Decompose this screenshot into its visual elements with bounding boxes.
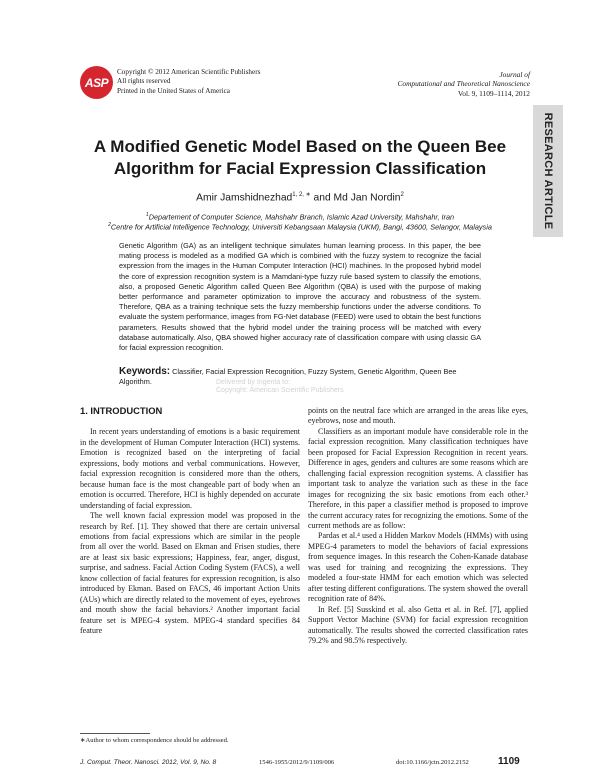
body-paragraph: Classifiers as an important module have considerable role in the facial expression recognition. Many classification techniques have been proposed for Facial Expression Recognition in recent years. Difference in ages, genders and cultures are some reasons which are challenging facial expression recognition systems. A classifier has important task to analyze the variation such as these in the face images for recognizing the six basic emotions from each other.³ Therefore, in this paper a classifier method is proposed to improve the current accuracy rates for recognizing the emotions. Some of the current methods are as follow: xyxy=(308,426,528,530)
journal-volume: Vol. 9, 1109–1114, 2012 xyxy=(457,88,530,98)
body-paragraph: In Ref. [5] Susskind et al. also Getta et al. in Ref. [7], applied Support Vector Machine (SVM) for facial expression recognition automatically. The results showed the corrected classification rates 79.2% and 98.5% respectively. xyxy=(308,604,528,645)
copyright-block xyxy=(117,68,260,96)
watermark-line: Copyright: American Scientific Publishers xyxy=(216,387,344,394)
body-paragraph: Pardas et al.⁴ used a Hidden Markov Models (HMMs) with using MPEG-4 parameters to model the behaviors of facial expressions from sequence images. In this research the Cohen-Kanade database was used for training and recognizing the expressions. They modeled a four-state HMM for each emotion which was selected after testing different configurations. The system showed the overall recognition rate of 84%. xyxy=(308,531,528,604)
section-heading: 1. INTRODUCTION xyxy=(80,405,163,416)
title-line: Algorithm for Facial Expression Classification xyxy=(113,159,487,178)
research-article-tab xyxy=(533,105,563,237)
footer-issn: 1546-1955/2012/9/1109/006 xyxy=(259,759,335,766)
right-column xyxy=(308,406,528,646)
authors xyxy=(80,191,520,203)
logo-text: ASP xyxy=(84,75,109,90)
watermark xyxy=(216,379,344,395)
affiliation-text: Centre for Artificial Intelligence Technology, Universiti Kebangsaan Malaysia (UKM), Bangi, 43600, Selangor, Malaysia xyxy=(110,222,492,232)
left-column xyxy=(80,406,300,637)
side-tab-label: RESEARCH ARTICLE xyxy=(542,112,554,230)
affil-sup: 1 xyxy=(145,212,149,218)
page-number: 1109 xyxy=(498,756,520,767)
footer-doi: doi:10.1166/jctn.2012.2152 xyxy=(396,759,469,766)
watermark-line: Delivered by Ingenta to: xyxy=(216,379,290,386)
keywords-label: Keywords: xyxy=(119,366,171,377)
affiliation-2 xyxy=(80,221,520,232)
footnote: ∗Author to whom correspondence should be addressed. xyxy=(80,737,229,744)
publisher-logo xyxy=(80,66,113,99)
author-1-sup: 1, 2, ∗ xyxy=(292,192,311,198)
journal-line: Journal of xyxy=(499,70,530,79)
keywords-list: Classifier, Facial Expression Recognition, Fuzzy System, Genetic Algorithm, Queen Bee Algorithm. xyxy=(119,367,457,387)
copyright-line: Copyright © 2012 American Scientific Publishers xyxy=(117,68,261,76)
abstract: Genetic Algorithm (GA) as an intelligent technique simulates human learning process. In this paper, the bee mating process is modeled as a modified GA which is combined with the fuzzy system to recognize the facial expression from the images in the Human Computer Interaction (HCI) machines. In the proposed hybrid model the core of expression recognition system is a Mamdani-type fuzzy rule based system to classify the emotions, also, a proposed Genetic Algorithm called Queen Bee Algorithm (QBA) is used with the purpose of making better performance and parameter optimization to improve the accuracy and robustness of the system. Therefore, QBA as a training technique sets the fuzzy membership functions under the adverse conditions. To evaluate the system performance, images from FG-Net database (FEED) were used to obtain the best functions parameters. Results showed that the hybrid model under the training process will be matched with every database automatically. Also, QBA showed higher accuracy rate of classification compare with using classic GA for facial expression recognition. xyxy=(119,241,481,353)
author-1: Amir Jamshidnezhad xyxy=(196,192,293,204)
journal-name: Computational and Theoretical Nanoscience xyxy=(397,79,530,89)
footnote-rule xyxy=(80,733,150,734)
affiliation-text: Departement of Computer Science, Mahshahr Branch, Islamic Azad University, Mahshahr, Iran xyxy=(148,212,455,222)
title-line: A Modified Genetic Model Based on the Queen Bee xyxy=(93,137,507,156)
body-paragraph: The well known facial expression model was proposed in the research by Ref. [1]. They showed that there are certain universal emotions from facial expressions which are similar in the people from all over the world. Based on Ekman and Frisen studies, there are at least six basic expressions; Happiness, fear, anger, disgust, surprise, and sadness. Facial Action Coding System (FACS), a well know collection of facial features for expression recognition, is also introduced by Ekman. Based on FACS, 46 important Action Units (AUs) which are directly related to the movement of eyes, eyebrows and mouth show the facial behaviors.² Another important facial feature set is MPEG-4 system. MPEG-4 standard specifies 84 feature xyxy=(80,511,300,636)
author-2: and Md Jan Nordin xyxy=(310,192,401,204)
body-paragraph: points on the neutral face which are arranged in the areas like eyes, eyebrows, nose and mouth. xyxy=(308,406,528,426)
journal-info xyxy=(397,70,530,98)
footer-journal-ref: J. Comput. Theor. Nanosci. 2012, Vol. 9, No. 8 xyxy=(80,759,217,766)
body-paragraph: In recent years understanding of emotions is a basic requirement in the development of Human Computer Interaction (HCI) systems. Emotion is recognized based on the interpreting of facial expressions, body motions and verbal communications. However, facial expression recognition is considered more than the others, because human face is the most changeable part of body when an emotion is occurred. Therefore, HCI is highly depended on accurate understanding of facial expression. xyxy=(80,427,300,510)
author-2-sup: 2 xyxy=(400,192,404,198)
copyright-line: All rights reserved xyxy=(117,77,171,86)
article-title xyxy=(80,136,520,180)
copyright-line: Printed in the United States of America xyxy=(117,86,230,95)
affil-sup: 2 xyxy=(108,222,111,228)
